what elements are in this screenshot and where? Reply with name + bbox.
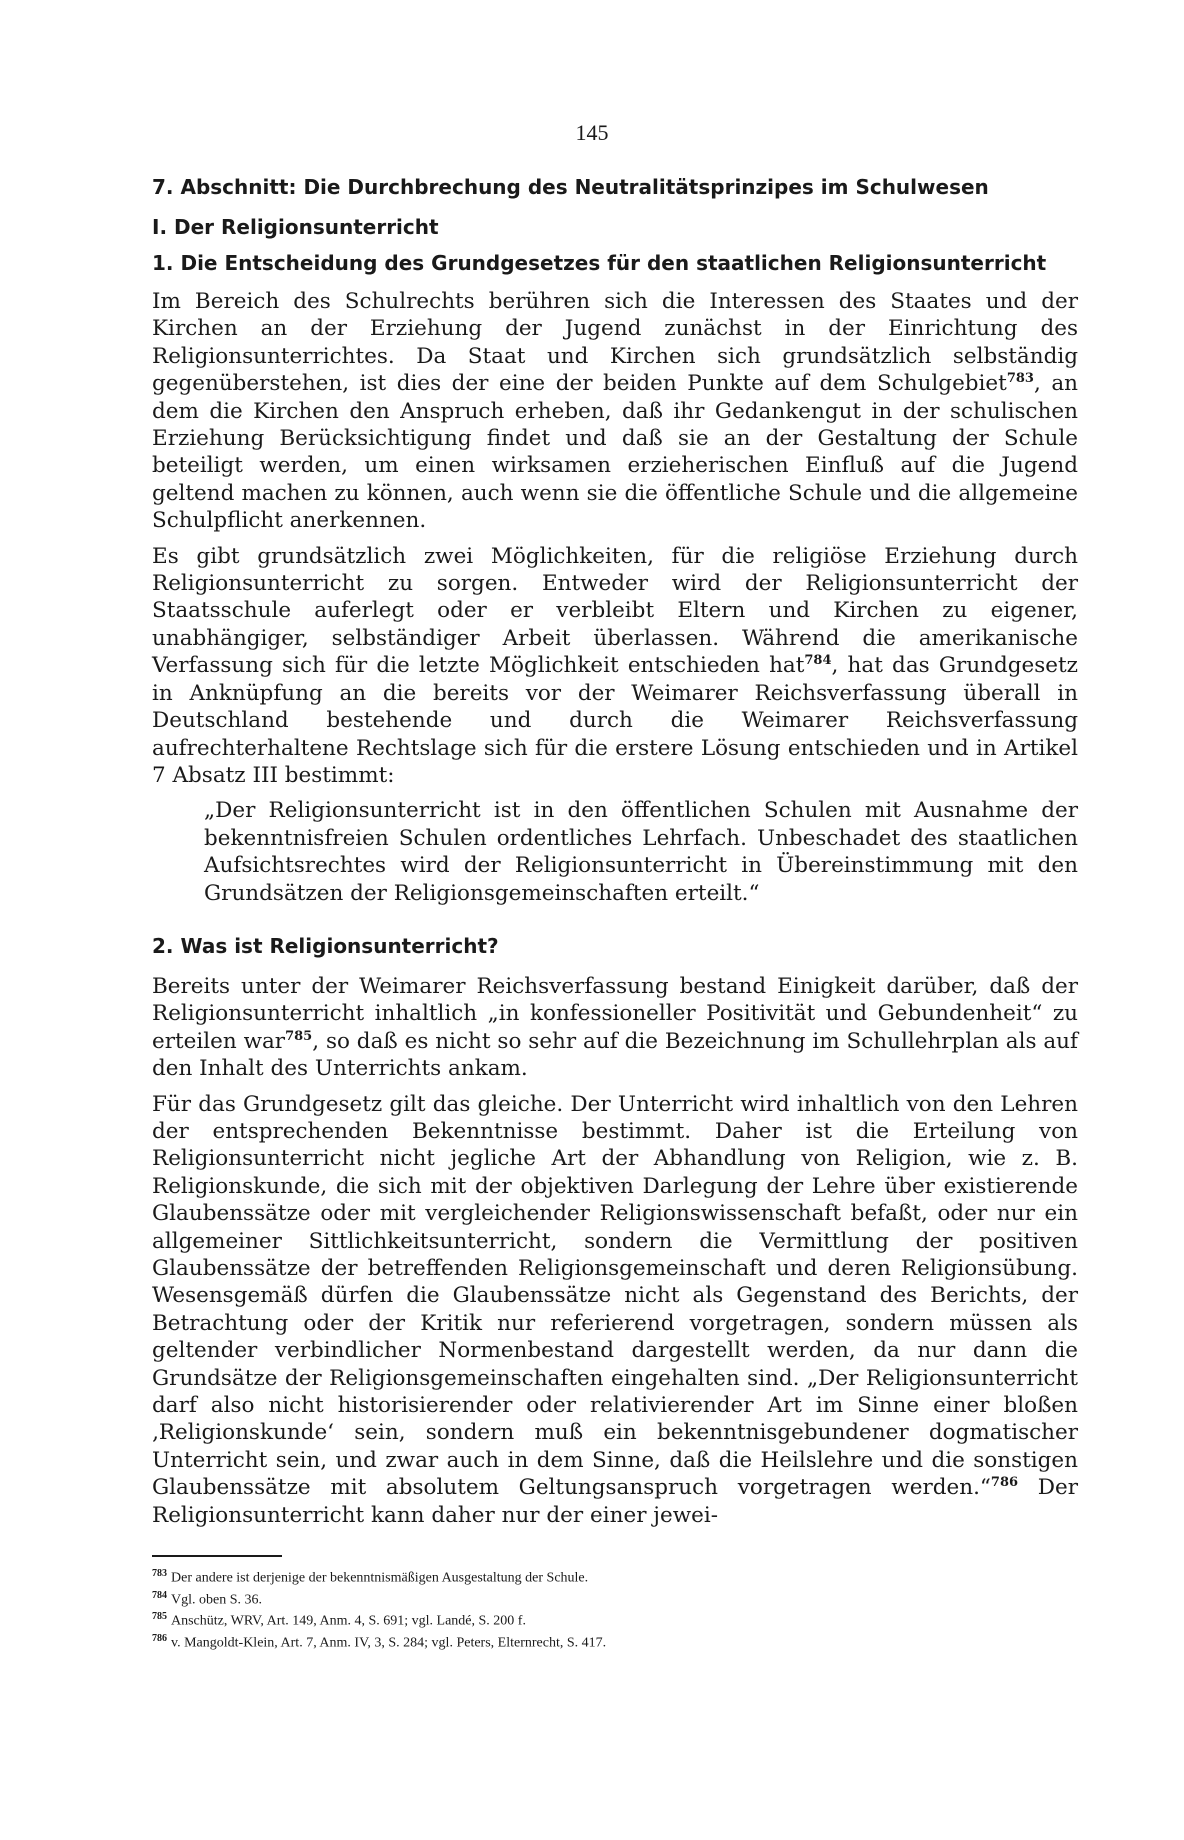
paragraph-1 xyxy=(152,288,1078,535)
footnotes xyxy=(152,1565,1078,1652)
paragraph-3-text-b: , so daß es nicht so sehr auf die Bezeichnung im Schullehrplan als auf den Inhalt des Unterrichts ankam. xyxy=(152,1028,1078,1082)
subsection-1-heading: 1. Die Entscheidung des Grundgesetzes für den staatlichen Religionsunterricht xyxy=(152,251,1047,275)
paragraph-1-text-b: , an dem die Kirchen den Anspruch erheben, daß ihr Gedankengut in der schulischen Erziehung Berücksichtigung findet und daß sie an der Gestaltung der Schule beteiligt werden, um einen wirksamen erzieherischen Einfluß auf die Jugend geltend machen zu können, auch wenn sie die öffentliche Schule und die allgemeine Schulpflicht anerkennen. xyxy=(152,371,1079,534)
footnote-divider xyxy=(152,1555,282,1557)
footnote-mark: 783 xyxy=(152,1568,167,1580)
paragraph-4-text-b: Der Religionsunterricht kann daher nur der einer jewei- xyxy=(152,1475,1078,1528)
chapter-heading: 7. Abschnitt: Die Durchbrechung des Neutralitätsprinzipes im Schulwesen xyxy=(152,175,989,199)
footnote-ref-783: 783 xyxy=(1006,371,1034,387)
article-quote xyxy=(204,797,1078,907)
paragraph-4 xyxy=(152,1091,1078,1530)
paragraph-2 xyxy=(152,543,1078,790)
page-number: 145 xyxy=(575,120,609,145)
footnote-783 xyxy=(152,1565,1078,1587)
footnote-text: Vgl. oben S. 36. xyxy=(171,1592,262,1608)
paragraph-4-text-a: Für das Grundgesetz gilt das gleiche. Der Unterricht wird inhaltlich von den Lehren der entsprechenden Bekenntnisse bestimmt. Daher ist die Erteilung von Religionsunterricht nicht jegliche Art der Abhandlung von Religion, wie z. B. Religionskunde, die sich mit der objektiven Darlegung der Lehre über existierende Glaubenssätze oder mit vergleichender Religionswissenschaft befaßt, oder nur ein allgemeiner Sittlichkeitsunterricht, sondern die Vermittlung der positiven Glaubenssätze der betreffenden Religionsgemeinschaft und deren Religionsübung. Wesensgemäß dürfen die Glaubenssätze nicht als Gegenstand des Berichts, der Betrachtung oder der Kritik nur referierend vorgetragen, sondern müssen als geltender verbindlicher Normenbestand dargestellt werden, da nur dann die Grundsätze der Religionsgemeinschaften eingehalten sind. „Der Religionsunterricht darf also nicht historisierender oder relativierender Art im Sinne einer bloßen ‚Religionskunde‘ sein, sondern muß ein bekenntnisgebundener dogmatischer Unterricht sein, und zwar auch in dem Sinne, daß die Heilslehre und die sonstigen Glaubenssätze mit absolutem Geltungsanspruch vorgetragen werden.“ xyxy=(152,1091,1078,1501)
subsection-2-heading: 2. Was ist Religionsunterricht? xyxy=(152,933,499,958)
paragraph-2-text-a: Es gibt grundsätzlich zwei Möglichkeiten, für die religiöse Erziehung durch Religionsunterricht zu sorgen. Entweder wird der Religionsunterricht der Staatsschule auferlegt oder er verbleibt Eltern und Kirchen zu eigener, unabhängiger, selbständiger Arbeit überlassen. Während die amerikanische Verfassung sich für die letzte Möglichkeit entschieden hat xyxy=(152,543,1078,679)
footnote-785 xyxy=(152,1608,1078,1630)
paragraph-3 xyxy=(152,973,1078,1083)
page-content xyxy=(152,172,1078,1652)
footnote-text: Anschütz, WRV, Art. 149, Anm. 4, S. 691; vgl. Landé, S. 200 f. xyxy=(171,1614,526,1630)
footnote-ref-785: 785 xyxy=(285,1028,313,1044)
footnote-mark: 786 xyxy=(152,1633,167,1645)
footnote-784 xyxy=(152,1587,1078,1609)
quote-text: „Der Religionsunterricht ist in den öffentlichen Schulen mit Ausnahme der bekenntnisfreien Schulen ordentliches Lehrfach. Unbeschadet des staatlichen Aufsichtsrechtes wird der Religionsunterricht in Übereinstimmung mit den Grundsätzen der Religionsgemeinschaften erteilt.“ xyxy=(204,798,1078,906)
footnote-text: v. Mangoldt-Klein, Art. 7, Anm. IV, 3, S. 284; vgl. Peters, Elternrecht, S. 417. xyxy=(171,1635,607,1651)
footnote-ref-786: 786 xyxy=(990,1475,1019,1491)
paragraph-2-text-b: , hat das Grundgesetz in Anknüpfung an die bereits vor der Weimarer Reichsverfassung überall in Deutschland bestehende und durch die Weimarer Reichsverfassung aufrechterhaltene Rechtslage sich für die erstere Lösung entschieden und in Artikel 7 Absatz III bestimmt: xyxy=(152,653,1078,788)
footnote-mark: 784 xyxy=(152,1589,167,1601)
footnote-ref-784: 784 xyxy=(804,653,832,669)
footnote-text: Der andere ist derjenige der bekenntnismäßigen Ausgestaltung der Schule. xyxy=(171,1570,589,1586)
footnote-786 xyxy=(152,1630,1078,1652)
footnote-mark: 785 xyxy=(152,1611,167,1623)
section-heading: I. Der Religionsunterricht xyxy=(152,215,439,239)
paragraph-3-text-a: Bereits unter der Weimarer Reichsverfassung bestand Einigkeit darüber, daß der Religionsunterricht inhaltlich „in konfessioneller Positivität und Gebundenheit“ zu erteilen war xyxy=(152,973,1078,1054)
paragraph-1-text-a: Im Bereich des Schulrechts berühren sich die Interessen des Staates und der Kirchen an der Erziehung der Jugend zunächst in der Einrichtung des Religionsunterrichtes. Da Staat und Kirchen sich grundsätzlich selbständig gegenüberstehen, ist dies der eine der beiden Punkte auf dem Schulgebiet xyxy=(152,289,1078,397)
